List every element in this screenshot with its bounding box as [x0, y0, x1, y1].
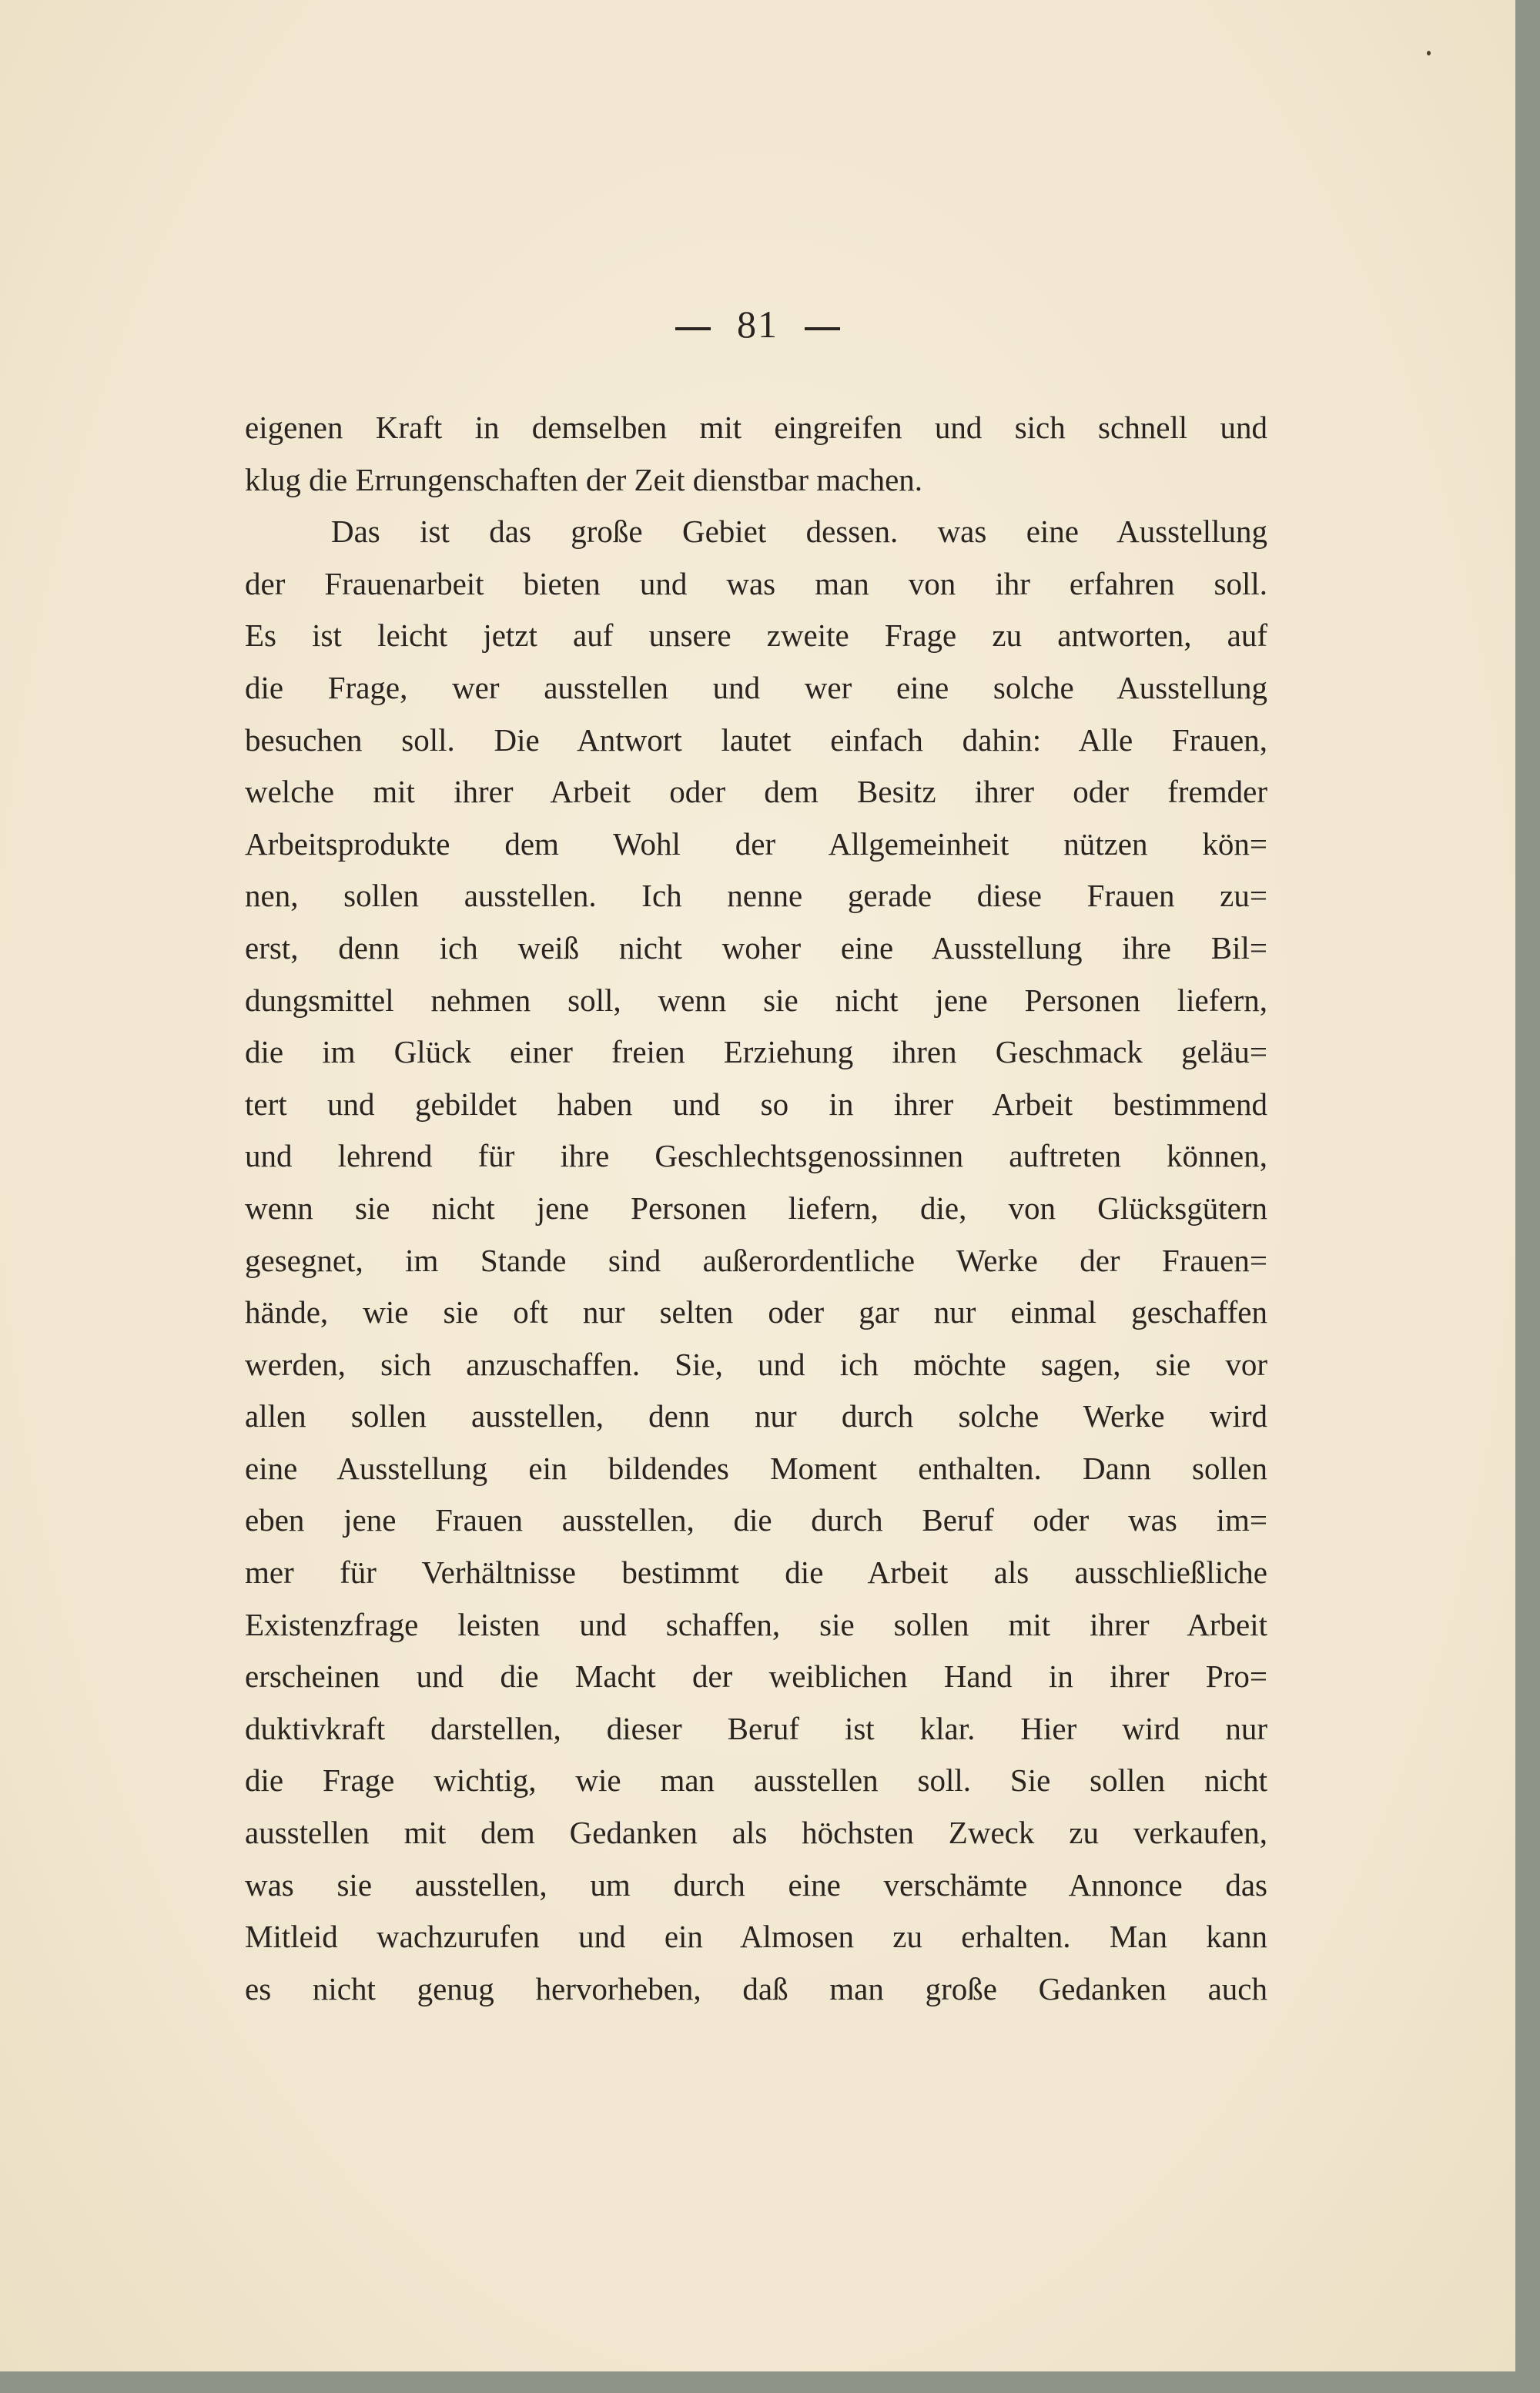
text-line: hände, wie sie oft nur selten oder gar nur einmal geschaffen — [245, 1294, 1267, 1330]
text-line: mer für Verhältnisse bestimmt die Arbeit als ausschließliche — [245, 1555, 1267, 1591]
text-line: die Frage, wer ausstellen und wer eine solche Ausstellung — [245, 669, 1267, 705]
text-line: eine Ausstellung ein bildendes Moment enthalten. Dann sollen — [245, 1450, 1267, 1486]
text-line: es nicht genug hervorheben, daß man große Gedanken auch — [245, 1970, 1267, 2006]
text-line: dungsmittel nehmen soll, wenn sie nicht jene Personen liefern, — [245, 982, 1267, 1018]
text-line: tert und gebildet haben und so in ihrer Arbeit bestimmend — [245, 1086, 1267, 1122]
text-line: eigenen Kraft in demselben mit eingreifen und sich schnell und — [245, 410, 1267, 445]
text-line: Existenzfrage leisten und schaffen, sie sollen mit ihrer Arbeit — [245, 1606, 1267, 1642]
text-line: die Frage wichtig, wie man ausstellen soll. Sie sollen nicht — [245, 1762, 1267, 1799]
text-line: die im Glück einer freien Erziehung ihren Geschmack geläu= — [245, 1034, 1267, 1070]
page-number — [0, 302, 1515, 346]
text-line: Es ist leicht jetzt auf unsere zweite Frage zu antworten, auf — [245, 617, 1267, 654]
text-line: was sie ausstellen, um durch eine verschämte Annonce das — [245, 1866, 1267, 1903]
text-line: erscheinen und die Macht der weiblichen Hand in ihrer Pro= — [245, 1658, 1267, 1695]
text-line: klug die Errungenschaften der Zeit dienstbar machen. — [245, 461, 923, 497]
text-line: duktivkraft darstellen, dieser Beruf ist klar. Hier wird nur — [245, 1710, 1267, 1746]
text-line: allen sollen ausstellen, denn nur durch solche Werke wird — [245, 1398, 1267, 1434]
binding-edge-bottom — [0, 2371, 1540, 2393]
text-line: wenn sie nicht jene Personen liefern, die, von Glücksgütern — [245, 1190, 1267, 1226]
text-line: Das ist das große Gebiet dessen. was eine Ausstellung — [331, 514, 1267, 550]
text-line: gesegnet, im Stande sind außerordentliche Werke der Frauen= — [245, 1242, 1267, 1278]
text-line: der Frauenarbeit bieten und was man von ihr erfahren soll. — [245, 565, 1267, 601]
text-line: nen, sollen ausstellen. Ich nenne gerade diese Frauen zu= — [245, 878, 1267, 914]
text-line: welche mit ihrer Arbeit oder dem Besitz ihrer oder fremder — [245, 774, 1267, 810]
text-line: werden, sich anzuschaffen. Sie, und ich möchte sagen, sie vor — [245, 1346, 1267, 1382]
text-line: ausstellen mit dem Gedanken als höchsten Zweck zu verkaufen, — [245, 1815, 1267, 1851]
page-number-value: 81 — [737, 303, 778, 346]
body-text — [245, 402, 1267, 2015]
dash-right — [805, 327, 840, 330]
binding-edge-right — [1515, 0, 1540, 2393]
text-line: Arbeitsprodukte dem Wohl der Allgemeinheit nützen kön= — [245, 825, 1267, 862]
dash-left — [675, 327, 711, 330]
text-line: und lehrend für ihre Geschlechtsgenossinnen auftreten können, — [245, 1138, 1267, 1174]
text-line: erst, denn ich weiß nicht woher eine Ausstellung ihre Bil= — [245, 929, 1267, 966]
text-line: eben jene Frauen ausstellen, die durch Beruf oder was im= — [245, 1502, 1267, 1538]
text-line: besuchen soll. Die Antwort lautet einfach dahin: Alle Frauen, — [245, 721, 1267, 758]
ink-speck — [1427, 51, 1431, 55]
text-line: Mitleid wachzurufen und ein Almosen zu erhalten. Man kann — [245, 1919, 1267, 1955]
